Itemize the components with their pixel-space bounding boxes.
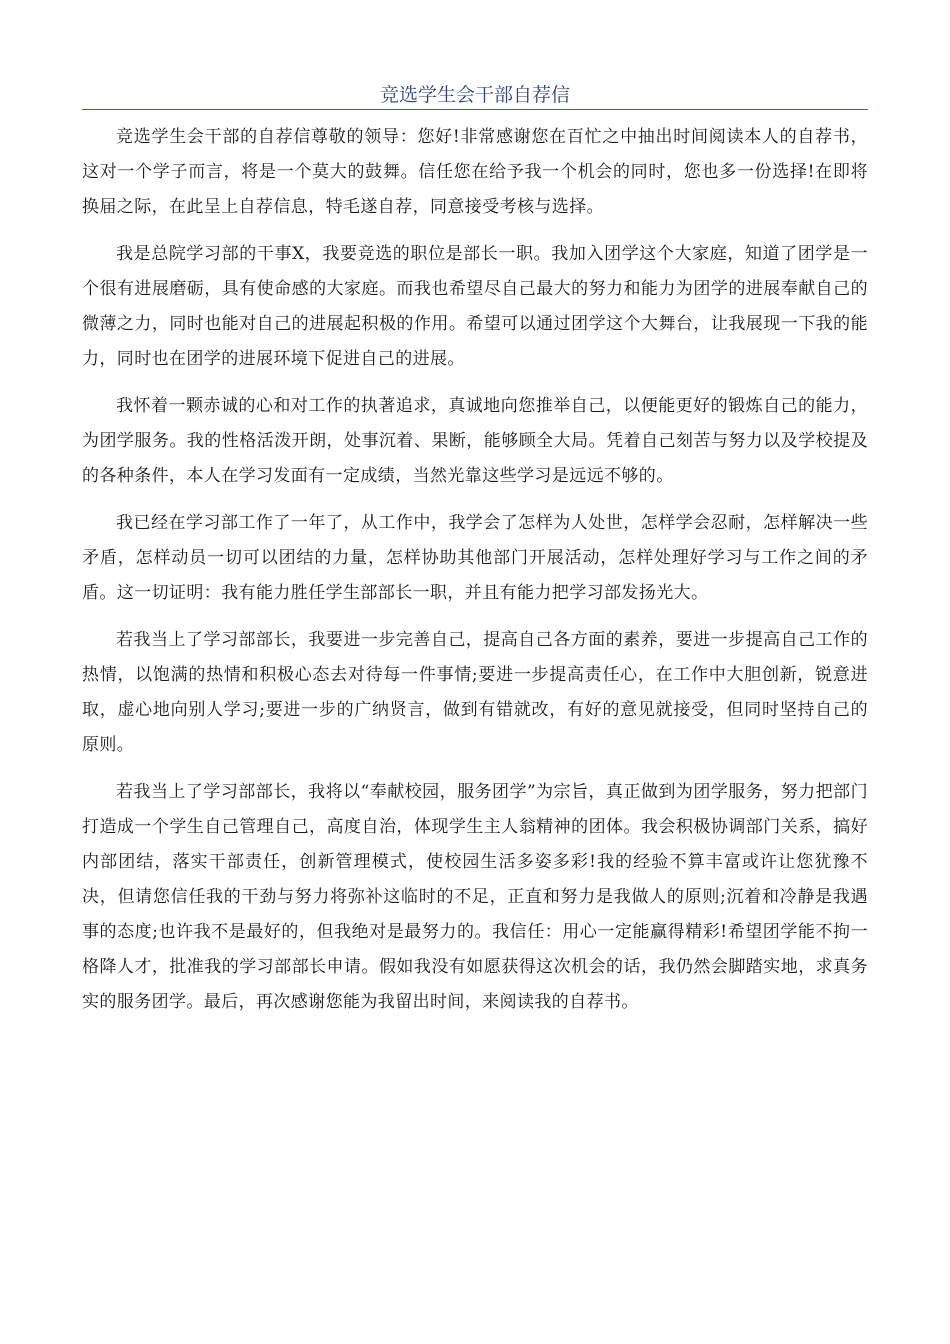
paragraph-6: 若我当上了学习部部长，我将以“奉献校园，服务团学”为宗旨，真正做到为团学服务，努力把部门打造成一个学生自己管理自己，高度自治，体现学生主人翁精神的团体。我会积极协调部门关系，搞好内部团结，落实干部责任，创新管理模式，使校园生活多姿多彩!我的经验不算丰富或许让您犹豫不决，但请您信任我的干劲与努力将弥补这临时的不足，正直和努力是我做人的原则;沉着和冷静是我遇事的态度;也许我不是最好的，但我绝对是最努力的。我信任：用心一定能赢得精彩!希望团学能不拘一格降人才，批准我的学习部部长申请。假如我没有如愿获得这次机会的话，我仍然会脚踏实地，求真务实的服务团学。最后，再次感谢您能为我留出时间，来阅读我的自荐书。 <box>82 782 868 1012</box>
document-body <box>82 120 868 1032</box>
paragraph-2: 我是总院学习部的干事X，我要竞选的职位是部长一职。我加入团学这个大家庭，知道了团学是一个很有进展磨砺，具有使命感的大家庭。而我也希望尽自己最大的努力和能力为团学的进展奉献自己的微薄之力，同时也能对自己的进展起积极的作用。希望可以通过团学这个大舞台，让我展现一下我的能力，同时也在团学的进展环境下促进自己的进展。 <box>82 244 868 369</box>
document-title: 竞选学生会干部自荐信 <box>379 84 570 106</box>
paragraph-3: 我怀着一颗赤诚的心和对工作的执著追求，真诚地向您推举自己，以便能更好的锻炼自己的能力，为团学服务。我的性格活泼开朗，处事沉着、果断，能够顾全大局。凭着自己刻苦与努力以及学校提及的各种条件，本人在学习发面有一定成绩，当然光靠这些学习是远远不够的。 <box>82 396 868 486</box>
paragraph-4: 我已经在学习部工作了一年了，从工作中，我学会了怎样为人处世，怎样学会忍耐，怎样解决一些矛盾，怎样动员一切可以团结的力量，怎样协助其他部门开展活动，怎样处理好学习与工作之间的矛盾。这一切证明：我有能力胜任学生部部长一职，并且有能力把学习部发扬光大。 <box>82 513 868 603</box>
title-underline <box>82 109 868 110</box>
paragraph-1: 竞选学生会干部的自荐信尊敬的领导：您好!非常感谢您在百忙之中抽出时间阅读本人的自荐书，这对一个学子而言，将是一个莫大的鼓舞。信任您在给予我一个机会的同时，您也多一份选择!在即将换届之际，在此呈上自荐信息，特毛遂自荐，同意接受考核与选择。 <box>82 127 868 217</box>
paragraph-5: 若我当上了学习部部长，我要进一步完善自己，提高自己各方面的素养，要进一步提高自己工作的热情，以饱满的热情和积极心态去对待每一件事情;要进一步提高责任心，在工作中大胆创新，锐意进取，虚心地向别人学习;要进一步的广纳贤言，做到有错就改，有好的意见就接受，但同时坚持自己的原则。 <box>82 630 868 755</box>
